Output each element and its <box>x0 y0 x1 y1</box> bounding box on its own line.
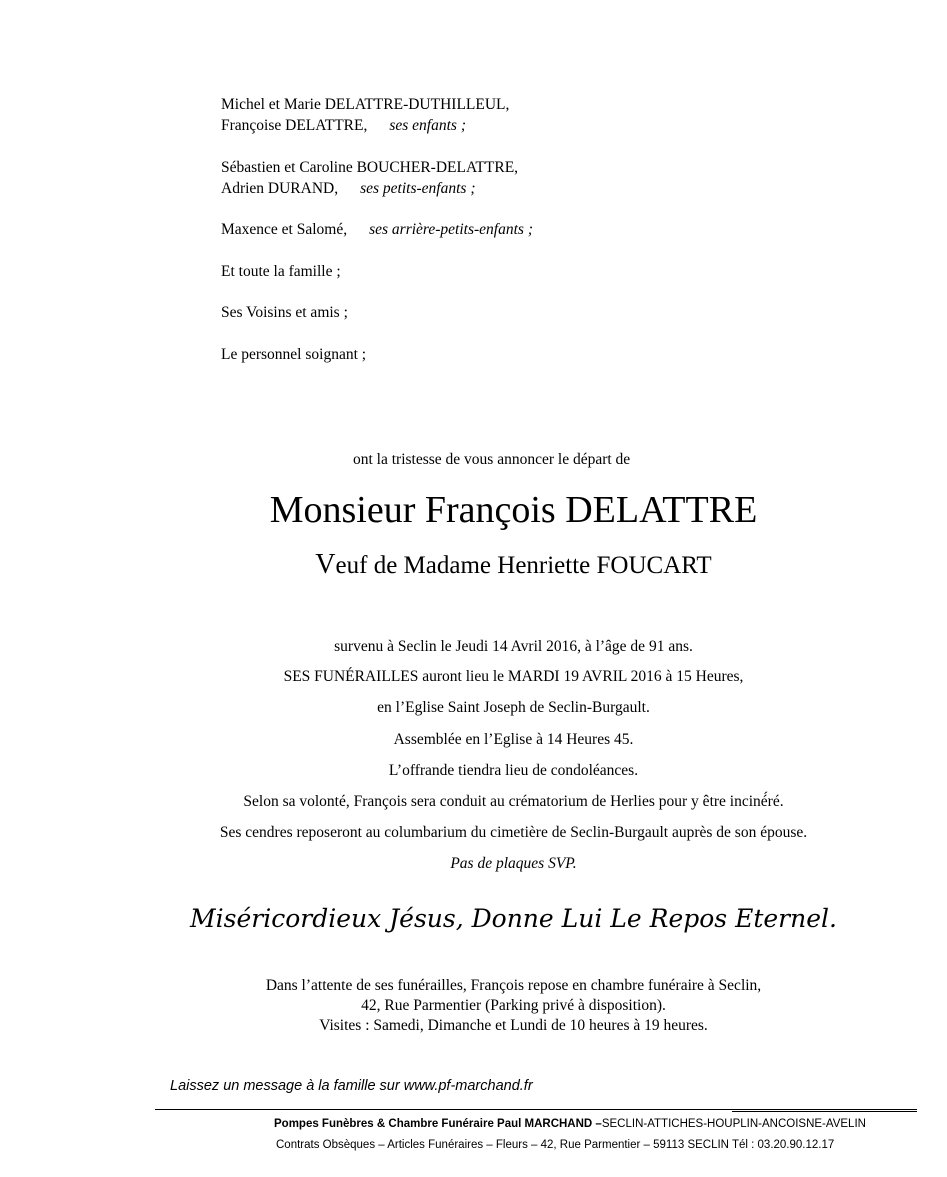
detail-line: SES FUNÉRAILLES auront lieu le MARDI 19 AVRIL 2016 à 15 Heures, <box>283 668 744 685</box>
family-line <box>221 345 366 365</box>
footer-divider <box>155 1109 917 1110</box>
footer-company-name: Pompes Funèbres & Chambre Funéraire Paul MARCHAND – <box>274 1118 602 1130</box>
announcement-text: ont la tristesse de vous annoncer le départ de <box>353 451 631 468</box>
family-name: Adrien DURAND, <box>221 180 339 197</box>
family-line <box>221 303 348 323</box>
family-name: Le personnel soignant ; <box>221 346 367 363</box>
spouse-text: euf de Madame Henriette FOUCART <box>335 552 712 579</box>
detail-line: Selon sa volonté, François sera conduit au crématorium de Herlies pour y être inciné́ré. <box>243 793 784 810</box>
family-line <box>221 262 341 282</box>
family-line <box>221 158 518 178</box>
family-role: ses arrière-petits-enfants ; <box>369 221 533 238</box>
detail-line: L’offrande tiendra lieu de condoléances. <box>388 762 639 779</box>
detail-line: survenu à Seclin le Jeudi 14 Avril 2016, à l’âge de 91 ans. <box>334 638 693 655</box>
visit-line: Dans l’attente de ses funérailles, François repose en chambre funéraire à Seclin, <box>265 977 762 994</box>
family-name: Et toute la famille ; <box>221 263 341 280</box>
family-name: Maxence et Salomé, <box>221 221 348 238</box>
family-line <box>221 116 466 136</box>
footer-company <box>274 1118 866 1130</box>
family-role: ses petits-enfants ; <box>360 180 476 197</box>
footer-company-places: SECLIN-ATTICHES-HOUPLIN-ANCOISNE-AVELIN <box>601 1118 866 1130</box>
family-line <box>221 220 533 240</box>
family-name: Ses Voisins et amis ; <box>221 304 348 321</box>
family-line <box>221 179 475 199</box>
family-name: Françoise DELATTRE, <box>221 117 368 134</box>
deceased-spouse <box>40 550 947 581</box>
no-plaques-note: Pas de plaques SVP. <box>450 855 577 872</box>
spouse-initial: V <box>315 549 336 580</box>
family-name: Sébastien et Caroline BOUCHER-DELATTRE, <box>221 159 519 176</box>
message-link: Laissez un message à la famille sur www.pf-marchand.fr <box>170 1078 533 1094</box>
footer-divider-accent <box>732 1111 917 1112</box>
prayer-text: Miséricordieux Jésus, Donne Lui Le Repos Eternel. <box>190 904 837 933</box>
deceased-name: Monsieur François DELATTRE <box>269 489 758 531</box>
detail-line: en l’Eglise Saint Joseph de Seclin-Burgault. <box>377 699 650 716</box>
family-role: ses enfants ; <box>389 117 466 134</box>
family-line <box>221 95 509 115</box>
visit-line: Visites : Samedi, Dimanche et Lundi de 10 heures à 19 heures. <box>319 1017 708 1034</box>
family-name: Michel et Marie DELATTRE-DUTHILLEUL, <box>221 96 510 113</box>
footer-services: Contrats Obsèques – Articles Funéraires – Fleurs – 42, Rue Parmentier – 59113 SECLIN Tél : 03.20.90.12.17 <box>276 1139 835 1151</box>
visit-line: 42, Rue Parmentier (Parking privé à disposition). <box>361 997 666 1014</box>
detail-line: Ses cendres reposeront au columbarium du cimetière de Seclin-Burgault auprès de son épouse. <box>219 824 808 841</box>
detail-line: Assemblée en l’Eglise à 14 Heures 45. <box>393 731 634 748</box>
